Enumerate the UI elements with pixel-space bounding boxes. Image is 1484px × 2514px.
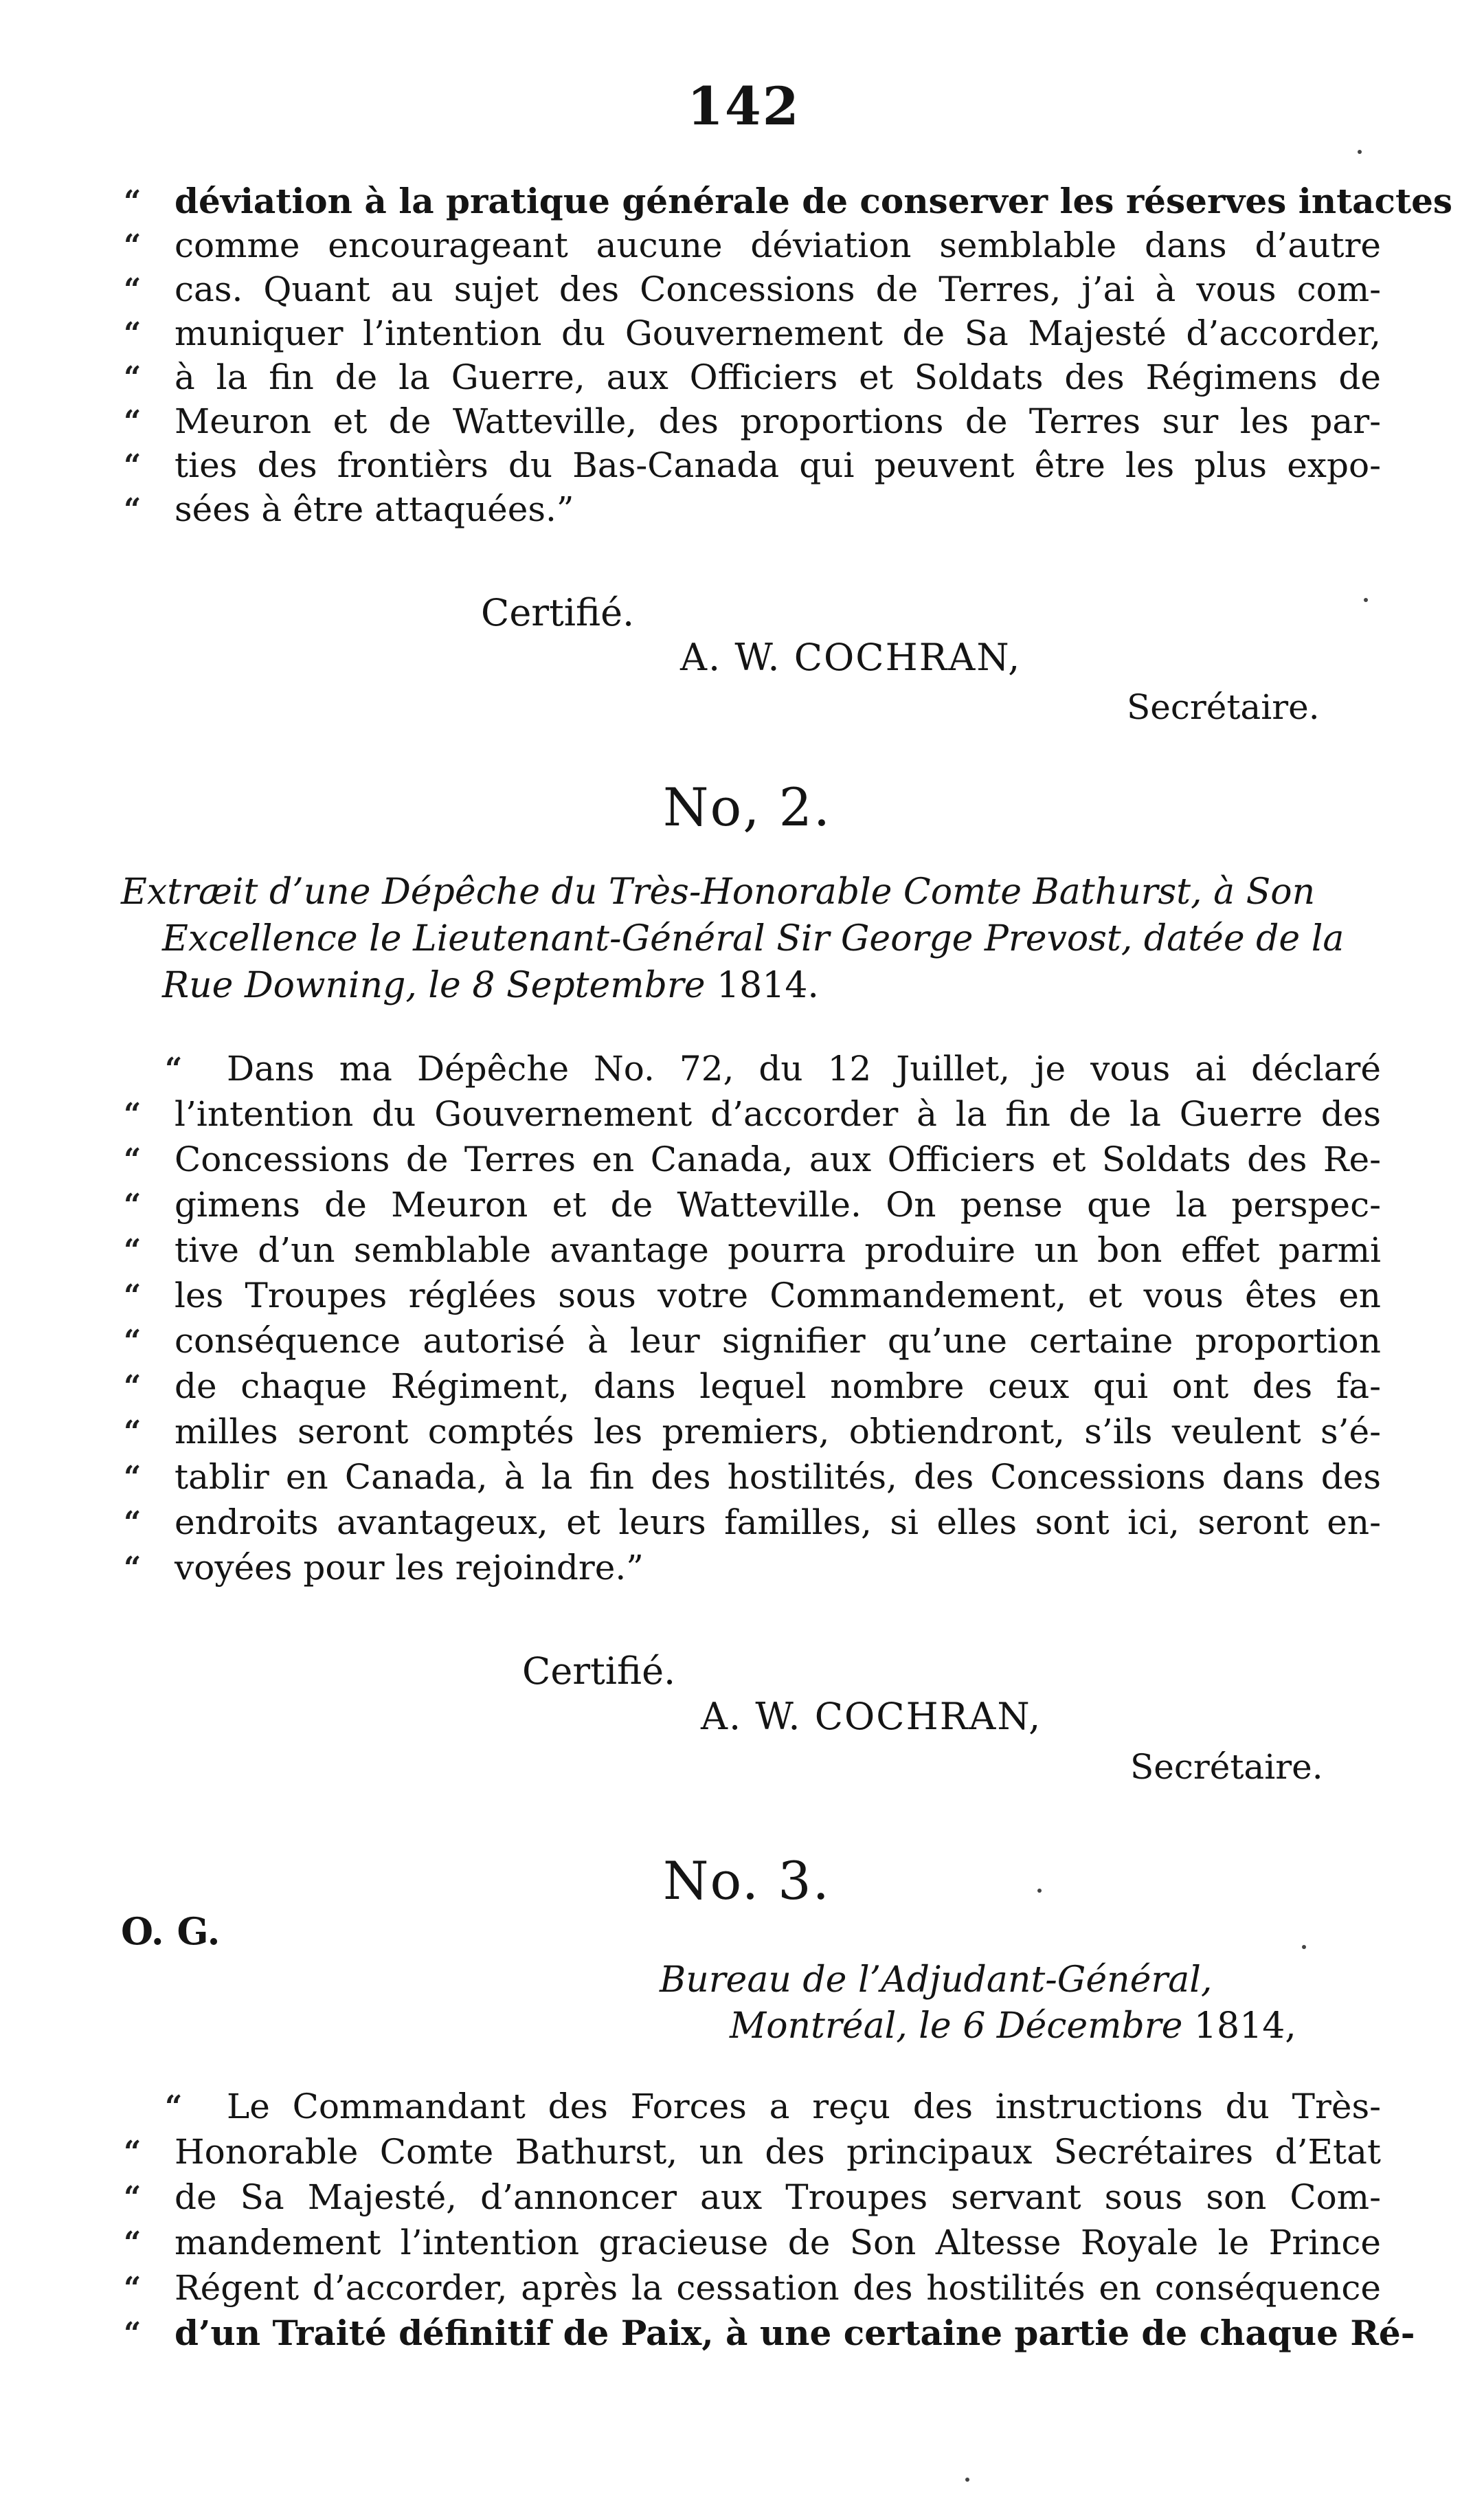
office-date-text: Montréal, le 6 Décembre	[730, 2005, 1183, 2047]
text-line	[124, 2268, 1381, 2317]
text-line	[124, 1321, 1381, 1370]
letter-excerpt-1	[124, 181, 1453, 542]
text-line	[124, 1230, 1381, 1280]
extract-title-line	[162, 918, 1345, 959]
office-date-year: 1814,	[1182, 2005, 1296, 2047]
text-line	[124, 445, 1381, 495]
line-text: Concessions de Terres en Canada, aux Officiers et Soldats des Re-	[175, 1139, 1381, 1179]
signatory-name: A. W. COCHRAN,	[680, 636, 1022, 679]
text-line	[124, 2089, 1381, 2136]
quote-mark: “	[124, 1142, 139, 1177]
line-text: milles seront comptés les premiers, obtiendront, s’ils veulent s’é-	[175, 1412, 1381, 1451]
text-line	[124, 2313, 1415, 2363]
text-line	[124, 225, 1381, 275]
text-line	[124, 181, 1453, 231]
quote-mark: “	[124, 2271, 139, 2306]
line-text: Dans ma Dépêche No. 72, du 12 Juillet, je vous ai déclaré	[227, 1049, 1381, 1089]
line-text: d’un Traité définitif de Paix, à une certaine partie de chaque Ré-	[175, 2313, 1415, 2353]
quote-mark: “	[165, 2089, 180, 2124]
extract-year: 1814.	[705, 965, 819, 1006]
line-text: sées à être attaquées.”	[175, 489, 574, 529]
line-text: ties des frontièrs du Bas-Canada qui peuvent être les plus expo-	[175, 445, 1381, 485]
signatory-title: Secrétaire.	[1127, 687, 1320, 727]
text-line	[124, 1550, 1381, 1597]
quote-mark: “	[124, 228, 139, 263]
text-line	[124, 1366, 1381, 1416]
line-text: de chaque Régiment, dans lequel nombre ceux qui ont des fa-	[175, 1366, 1381, 1406]
quote-mark: “	[124, 2225, 139, 2260]
office-text: Bureau de l’Adjudant-Général,	[660, 1959, 1213, 2001]
quote-mark: “	[124, 1097, 139, 1132]
document-number-heading: No, 2.	[663, 777, 832, 838]
office-line	[660, 1959, 1213, 2001]
text-line	[124, 357, 1381, 407]
line-text: conséquence autorisé à leur signifier qu’une certaine proportion	[175, 1321, 1381, 1361]
quote-mark: “	[165, 1052, 180, 1087]
quote-mark: “	[124, 184, 139, 219]
general-order-text	[124, 2087, 1415, 2412]
line-text: les Troupes réglées sous votre Commandement, et vous êtes en	[175, 1276, 1381, 1315]
page-number: 142	[687, 76, 800, 137]
line-text: comme encourageant aucune déviation semblable dans d’autre	[175, 225, 1381, 265]
text-line	[124, 1185, 1381, 1234]
office-date-line	[730, 2005, 1296, 2047]
text-line	[124, 1139, 1381, 1189]
quote-mark: “	[124, 360, 139, 395]
scan-speck	[965, 2478, 969, 2482]
quote-mark: “	[124, 448, 139, 483]
quote-mark: “	[124, 1369, 139, 1404]
text-line	[124, 1502, 1381, 1552]
text-line	[124, 2132, 1381, 2181]
signatory-name: A. W. COCHRAN,	[701, 1695, 1042, 1738]
extract-title-text: Extræit d’une Dépêche du Très-Honorable Comte Bathurst, à Son	[121, 871, 1316, 913]
quote-mark: “	[124, 1550, 139, 1586]
scan-speck	[1364, 598, 1368, 602]
line-text: à la fin de la Guerre, aux Officiers et Soldats des Régimens de	[175, 357, 1381, 397]
text-line	[124, 313, 1381, 363]
line-text: endroits avantageux, et leurs familles, si elles sont ici, seront en-	[175, 1502, 1381, 1542]
quote-mark: “	[124, 404, 139, 439]
line-text: tablir en Canada, à la fin des hostilités, des Concessions dans des	[175, 1457, 1381, 1497]
scan-speck	[1358, 150, 1362, 154]
quote-mark: “	[124, 1188, 139, 1223]
line-text: Meuron et de Watteville, des proportions de Terres sur les par-	[175, 401, 1381, 441]
text-line	[124, 1414, 1381, 1461]
scan-speck	[1302, 1945, 1306, 1949]
certified-label: Certifié.	[522, 1649, 676, 1693]
quote-mark: “	[124, 1233, 139, 1268]
quote-mark: “	[124, 316, 139, 351]
text-line	[124, 1457, 1381, 1506]
quote-mark: “	[124, 1460, 139, 1495]
extract-title-text: Excellence le Lieutenant-Général Sir George Prevost, datée de la	[162, 918, 1345, 959]
text-line	[124, 489, 1381, 539]
line-text: Honorable Comte Bathurst, un des principaux Secrétaires d’Etat	[175, 2132, 1381, 2172]
scan-speck	[1037, 1889, 1042, 1893]
quote-mark: “	[124, 1505, 139, 1540]
text-line	[124, 1094, 1381, 1144]
quote-mark: “	[124, 2316, 139, 2351]
line-text: Le Commandant des Forces a reçu des instructions du Très-	[227, 2087, 1381, 2126]
line-text: voyées pour les rejoindre.”	[175, 1548, 644, 1588]
text-line	[124, 2177, 1381, 2227]
line-text: de Sa Majesté, d’annoncer aux Troupes servant sous son Com-	[175, 2177, 1381, 2217]
quote-mark: “	[124, 2180, 139, 2215]
line-text: mandement l’intention gracieuse de Son Altesse Royale le Prince	[175, 2223, 1381, 2262]
quote-mark: “	[124, 2135, 139, 2170]
text-line	[124, 2225, 1381, 2272]
order-label: O. G.	[121, 1909, 221, 1953]
extract-title-text: Rue Downing, le 8 Septembre	[162, 965, 706, 1006]
document-number-heading: No. 3.	[663, 1850, 831, 1911]
line-text: muniquer l’intention du Gouvernement de Sa Majesté d’accorder,	[175, 313, 1381, 353]
letter-excerpt-2	[124, 1049, 1381, 1615]
line-text: déviation à la pratique générale de conserver les réserves intactes	[175, 181, 1453, 221]
text-line	[124, 1278, 1381, 1325]
text-line	[124, 1049, 1381, 1098]
extract-title-line	[121, 871, 1316, 913]
extract-title-line	[162, 965, 819, 1006]
quote-mark: “	[124, 1324, 139, 1359]
line-text: gimens de Meuron et de Watteville. On pense que la perspec-	[175, 1185, 1381, 1225]
quote-mark: “	[124, 492, 139, 527]
text-line	[124, 269, 1381, 319]
signatory-title: Secrétaire.	[1130, 1747, 1323, 1787]
quote-mark: “	[124, 272, 139, 307]
quote-mark: “	[124, 1278, 139, 1313]
line-text: tive d’un semblable avantage pourra produire un bon effet parmi	[175, 1230, 1381, 1270]
line-text: l’intention du Gouvernement d’accorder à la fin de la Guerre des	[175, 1094, 1381, 1134]
certified-label: Certifié.	[481, 591, 635, 634]
line-text: cas. Quant au sujet des Concessions de Terres, j’ai à vous com-	[175, 269, 1381, 309]
quote-mark: “	[124, 1414, 139, 1449]
line-text: Régent d’accorder, après la cessation des hostilités en conséquence	[175, 2268, 1381, 2308]
text-line	[124, 401, 1381, 451]
